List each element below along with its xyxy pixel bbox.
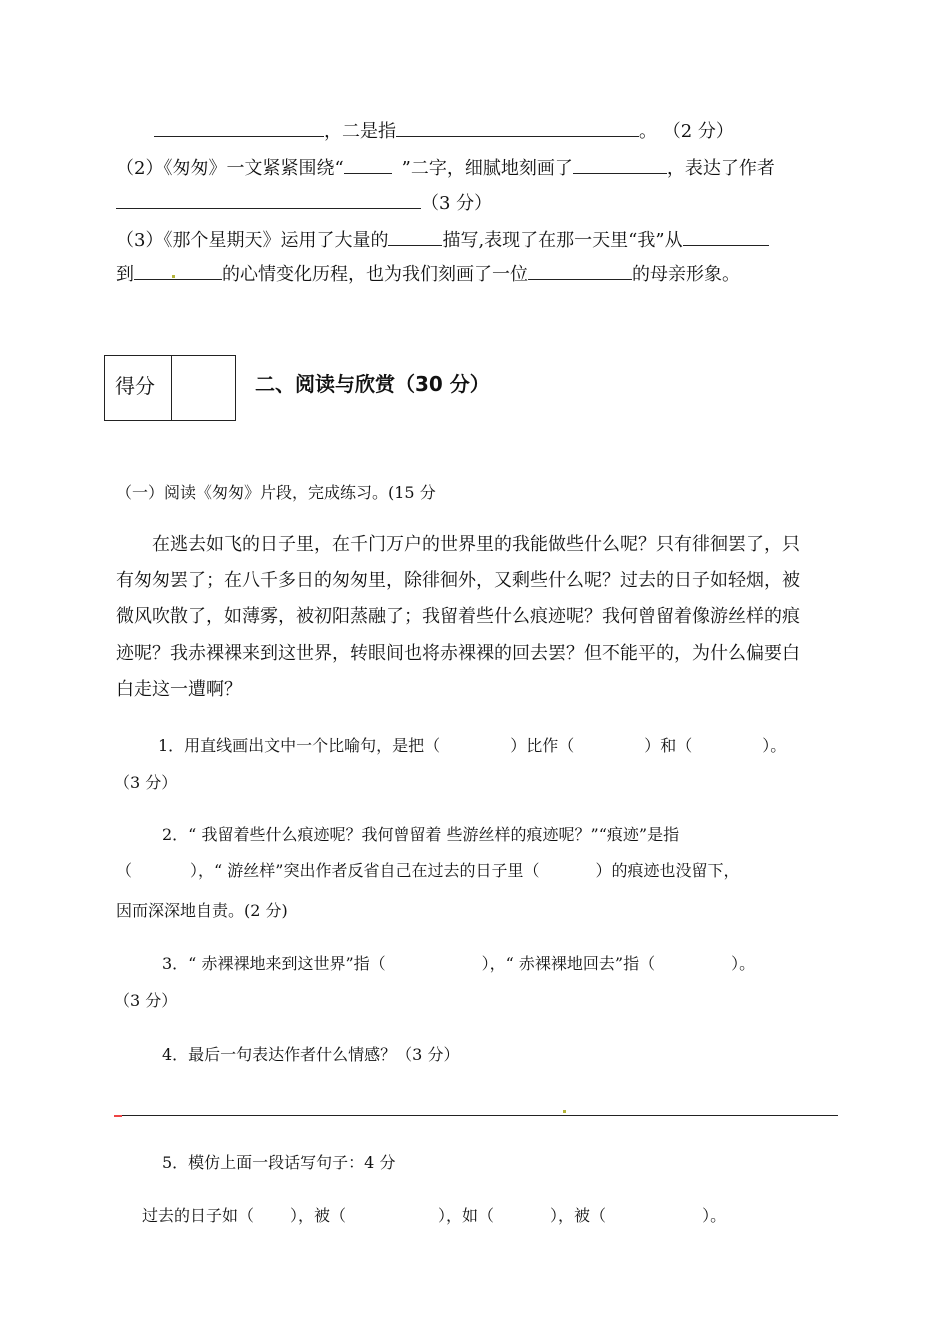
reading-heading: （一）阅读《匆匆》片段，完成练习。(15 分 <box>116 483 436 502</box>
text: 到 <box>116 264 134 285</box>
passage-line-3: 微风吹散了，如薄雾，被初阳蒸融了；我留着些什么痕迹呢？我何曾留着像游丝样的痕 <box>116 606 800 627</box>
fill-line-2 <box>116 155 775 182</box>
blank[interactable] <box>528 261 632 280</box>
text: ”二字，细腻地刻画了 <box>401 158 573 179</box>
speck <box>172 275 175 278</box>
blank[interactable] <box>388 227 442 246</box>
text: ，二是指 <box>324 121 396 142</box>
blank[interactable] <box>134 261 222 280</box>
blank[interactable] <box>573 155 667 174</box>
text: 3．“ 赤裸裸地来到这世界”指（ <box>162 954 386 973</box>
text: ）。 <box>731 954 756 973</box>
answer-line[interactable] <box>114 1115 838 1116</box>
score-box <box>104 355 236 421</box>
text: ）和（ <box>644 736 693 755</box>
answer-line-mark <box>114 1115 122 1117</box>
question-5-template <box>142 1203 726 1229</box>
text: （2）《匆匆》一文紧紧围绕“ <box>116 158 344 179</box>
text: 的心情变化历程，也为我们刻画了一位 <box>222 264 528 285</box>
score-label: 得分 <box>115 374 155 398</box>
question-1 <box>158 733 786 759</box>
fill-line-4 <box>116 227 769 254</box>
question-1-score: （3 分） <box>114 773 178 792</box>
question-4: 4．最后一句表达作者什么情感？（3 分） <box>162 1045 460 1064</box>
text: ）。 <box>762 736 787 755</box>
score-box-divider <box>171 356 172 420</box>
passage-line-5: 白走这一遭啊？ <box>116 679 242 700</box>
text: ），“ 赤裸裸地回去”指（ <box>481 954 656 973</box>
speck <box>563 1110 566 1113</box>
text: ），如（ <box>438 1206 495 1225</box>
section-title: 二、阅读与欣赏（30 分） <box>255 372 490 396</box>
text: 1．用直线画出文中一个比喻句，是把（ <box>158 736 441 755</box>
blank[interactable] <box>154 118 324 137</box>
text: ）。 <box>702 1206 727 1225</box>
fill-line-5 <box>116 261 740 288</box>
text: ）的痕迹也没留下， <box>595 861 740 880</box>
blank[interactable] <box>396 118 639 137</box>
question-2-line-3: 因而深深地自责。(2 分) <box>116 901 288 920</box>
question-5: 5．模仿上面一段话写句子：4 分 <box>162 1153 396 1172</box>
question-3 <box>162 951 755 977</box>
passage-line-2: 有匆匆罢了；在八千多日的匆匆里，除徘徊外，又剩些什么呢？过去的日子如轻烟，被 <box>116 570 800 591</box>
text: ）比作（ <box>510 736 575 755</box>
fill-line-1 <box>154 118 734 145</box>
text: 过去的日子如（ <box>142 1206 255 1225</box>
text: 的母亲形象。 <box>632 264 740 285</box>
text: 。 （2 分） <box>639 121 734 142</box>
blank[interactable] <box>116 190 421 209</box>
text: ），被（ <box>550 1206 607 1225</box>
text: ，表达了作者 <box>666 158 775 179</box>
text: （ <box>116 861 133 880</box>
fill-line-3 <box>116 190 492 217</box>
passage-line-4: 迹呢？我赤裸裸来到这世界，转眼间也将赤裸裸的回去罢？但不能平的，为什么偏要白 <box>116 643 800 664</box>
question-2-line-2 <box>116 858 739 884</box>
text: （3 分） <box>421 193 493 214</box>
blank[interactable] <box>344 155 392 174</box>
text: （3）《那个星期天》运用了大量的 <box>116 230 389 251</box>
blank[interactable] <box>683 227 769 246</box>
text: 描写,表现了在那一天里“我”从 <box>442 230 683 251</box>
text: ），“ 游丝样”突出作者反省自己在过去的日子里（ <box>190 861 540 880</box>
passage-line-1: 在逃去如飞的日子里，在千门万户的世界里的我能做些什么呢？只有徘徊罢了，只 <box>152 534 800 555</box>
text: ），被（ <box>290 1206 347 1225</box>
question-3-score: （3 分） <box>114 991 178 1010</box>
question-2: 2．“ 我留着些什么痕迹呢？我何曾留着 些游丝样的痕迹呢？”“痕迹”是指 <box>162 825 680 844</box>
